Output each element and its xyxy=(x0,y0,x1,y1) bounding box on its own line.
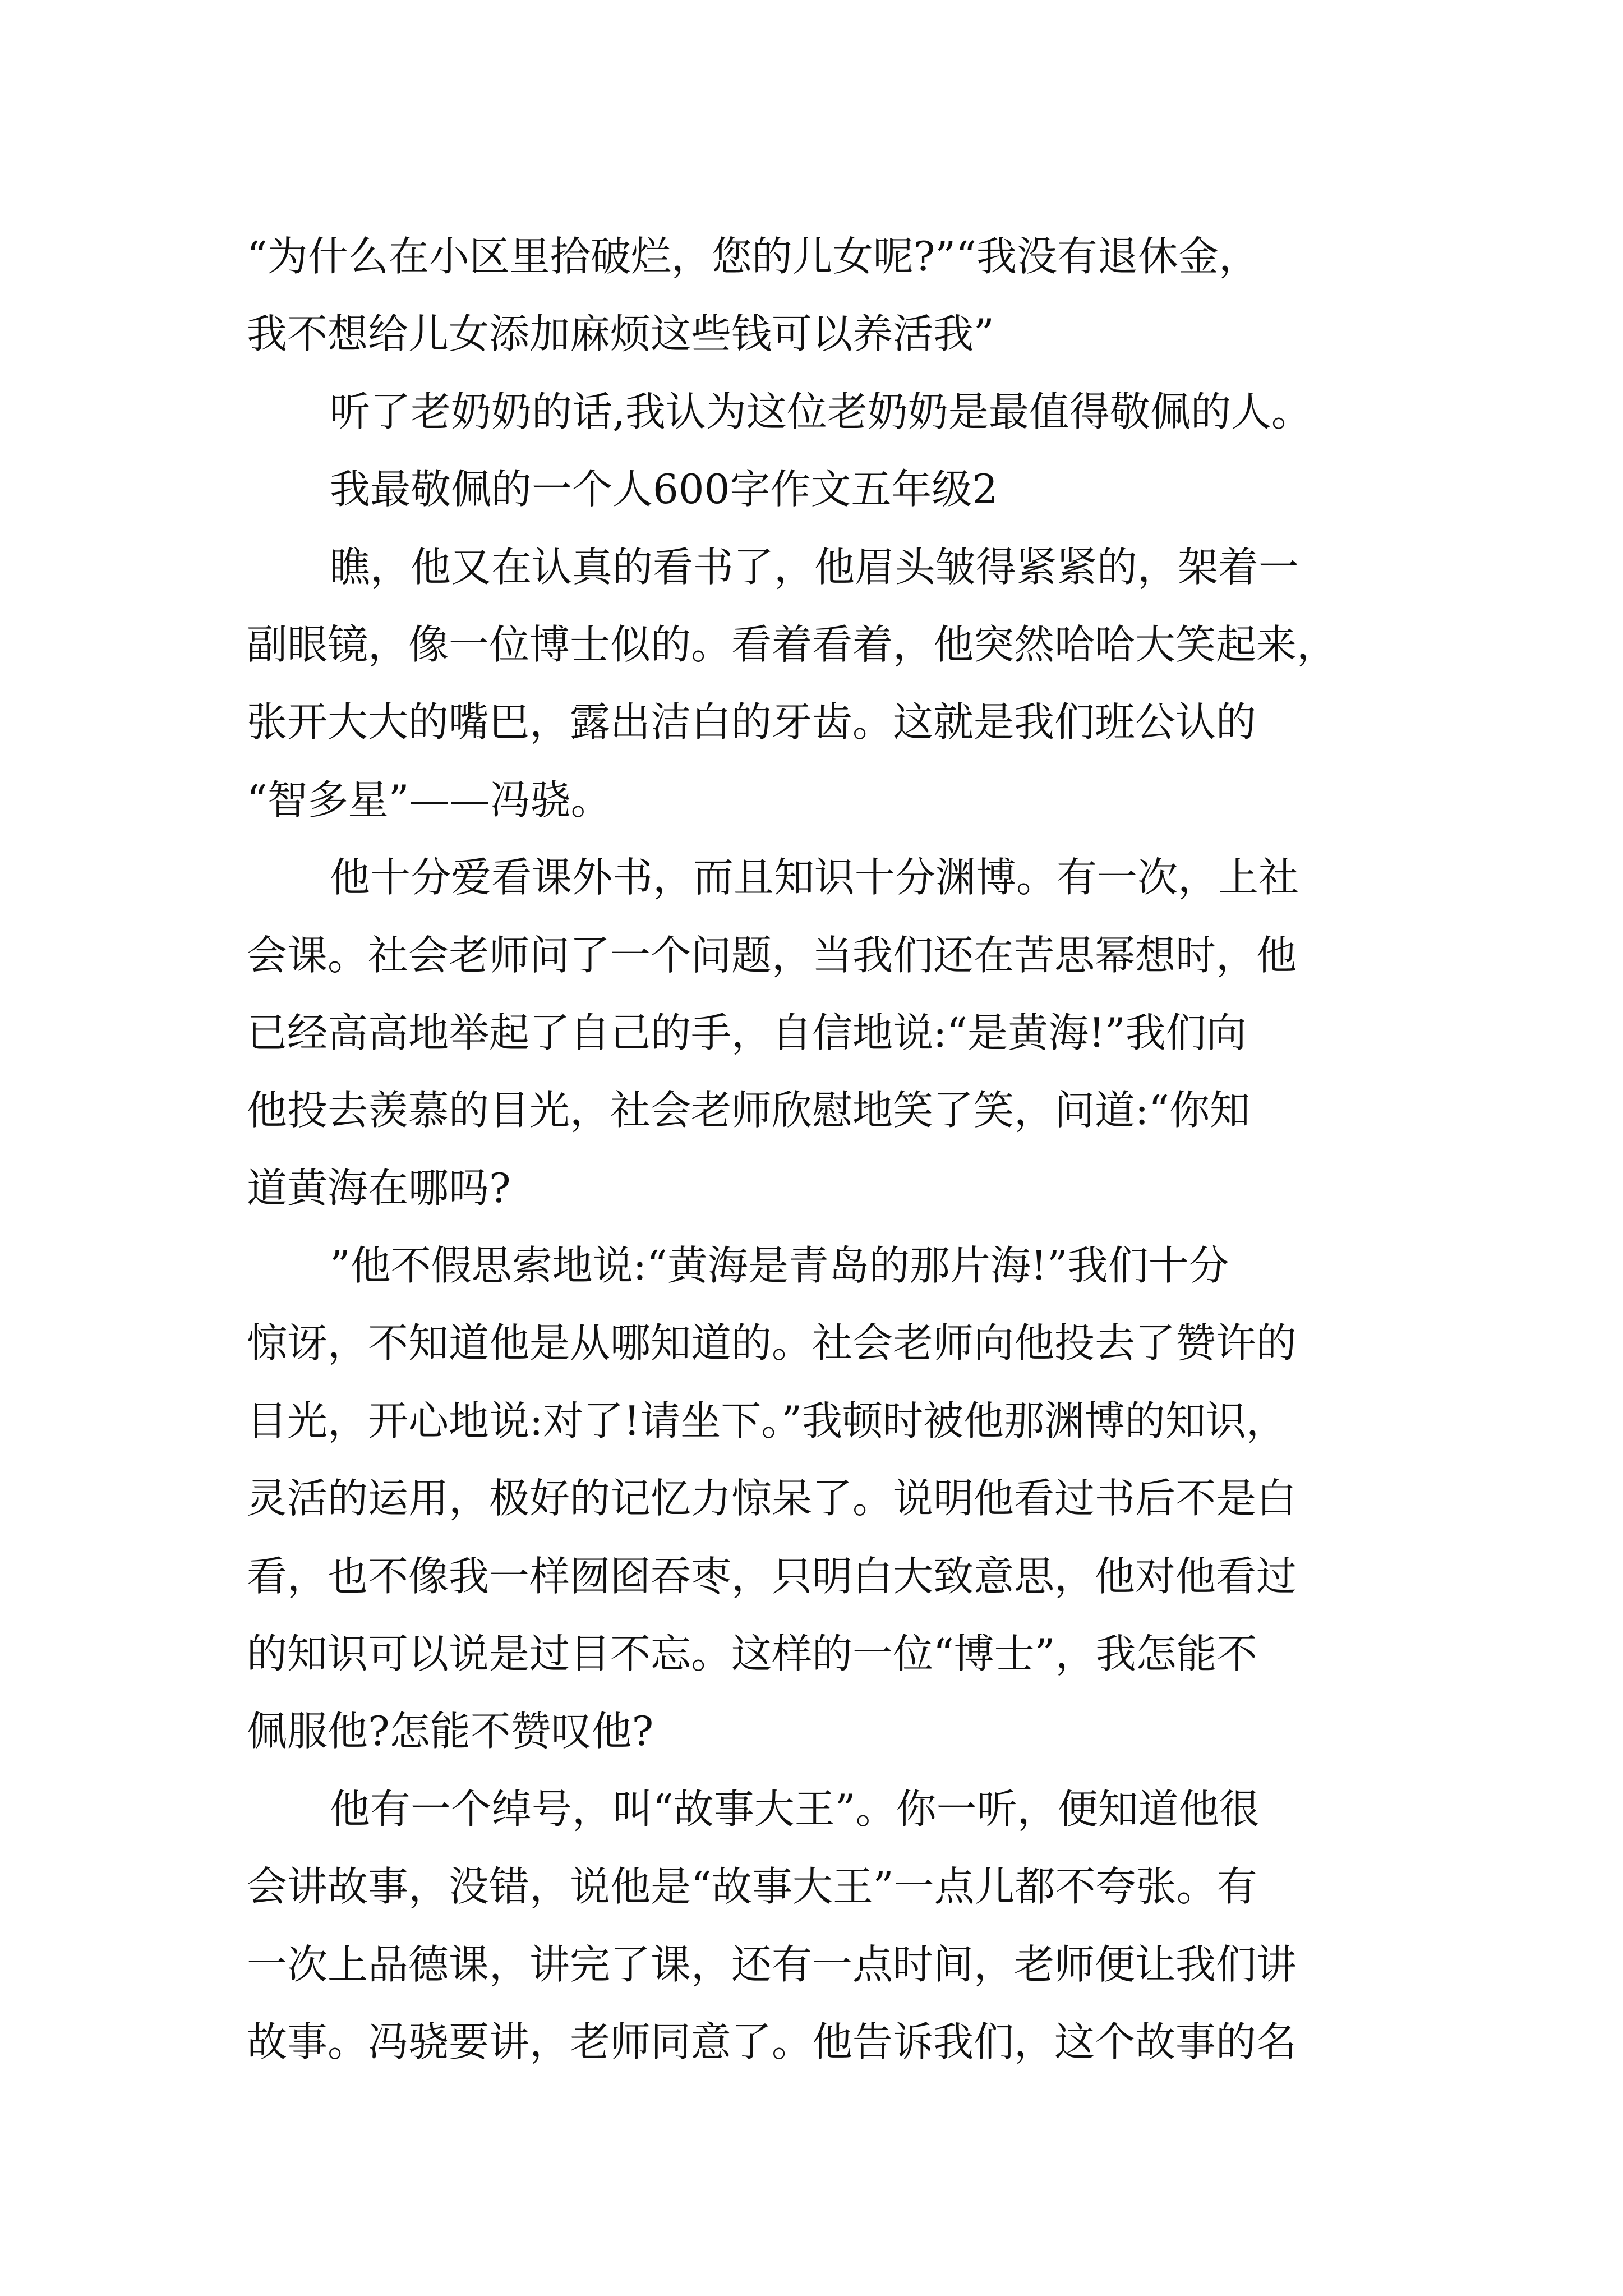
text-line: 他十分爱看课外书，而且知识十分渊博。有一次，上社 xyxy=(330,854,1299,901)
section-heading: 我最敬佩的一个人600字作文五年级2 xyxy=(330,466,998,513)
text-line: 佩服他?怎能不赞叹他? xyxy=(247,1708,654,1755)
text-line: 灵活的运用，极好的记忆力惊呆了。说明他看过书后不是白 xyxy=(247,1475,1297,1522)
text-line: 一次上品德课，讲完了课，还有一点时间，老师便让我们讲 xyxy=(247,1940,1297,1988)
document-body xyxy=(247,218,1391,2081)
text-line: “为什么在小区里拾破烂，您的儿女呢?”“我没有退休金， xyxy=(247,233,1260,280)
text-line: ”他不假思索地说:“黄海是青岛的那片海!”我们十分 xyxy=(330,1242,1229,1290)
text-line: 张开大大的嘴巴，露出洁白的牙齿。这就是我们班公认的 xyxy=(247,698,1257,746)
text-line: 我不想给儿女添加麻烦这些钱可以养活我” xyxy=(247,310,994,358)
text-line: 他有一个绰号，叫“故事大王”。你一听，便知道他很 xyxy=(330,1785,1260,1833)
text-line: 瞧，他又在认真的看书了，他眉头皱得紧紧的，架着一 xyxy=(330,543,1299,591)
text-line: “智多星”——冯骁。 xyxy=(247,776,611,823)
text-line: 目光，开心地说:对了!请坐下。”我顿时被他那渊博的知识， xyxy=(247,1397,1287,1444)
text-line: 惊讶，不知道他是从哪知道的。社会老师向他投去了赞许的 xyxy=(247,1319,1297,1367)
text-line: 他投去羡慕的目光，社会老师欣慰地笑了笑，问道:“你知 xyxy=(247,1087,1251,1134)
text-line: 会讲故事，没错，说他是“故事大王”一点儿都不夸张。有 xyxy=(247,1863,1257,1911)
text-line: 已经高高地举起了自己的手，自信地说:“是黄海!”我们向 xyxy=(247,1009,1247,1056)
text-line: 听了老奶奶的话,我认为这位老奶奶是最值得敬佩的人。 xyxy=(330,388,1312,435)
text-line: 道黄海在哪吗? xyxy=(247,1164,511,1212)
text-line: 看，也不像我一样囫囵吞枣，只明白大致意思，他对他看过 xyxy=(247,1552,1297,1600)
text-line: 会课。社会老师问了一个问题，当我们还在苦思幂想时，他 xyxy=(247,931,1297,979)
text-line: 故事。冯骁要讲，老师同意了。他告诉我们，这个故事的名 xyxy=(247,2018,1297,2065)
text-line: 的知识可以说是过目不忘。这样的一位“博士”，我怎能不 xyxy=(247,1630,1257,1678)
text-line: 副眼镜，像一位博士似的。看着看着，他突然哈哈大笑起来， xyxy=(247,620,1338,668)
